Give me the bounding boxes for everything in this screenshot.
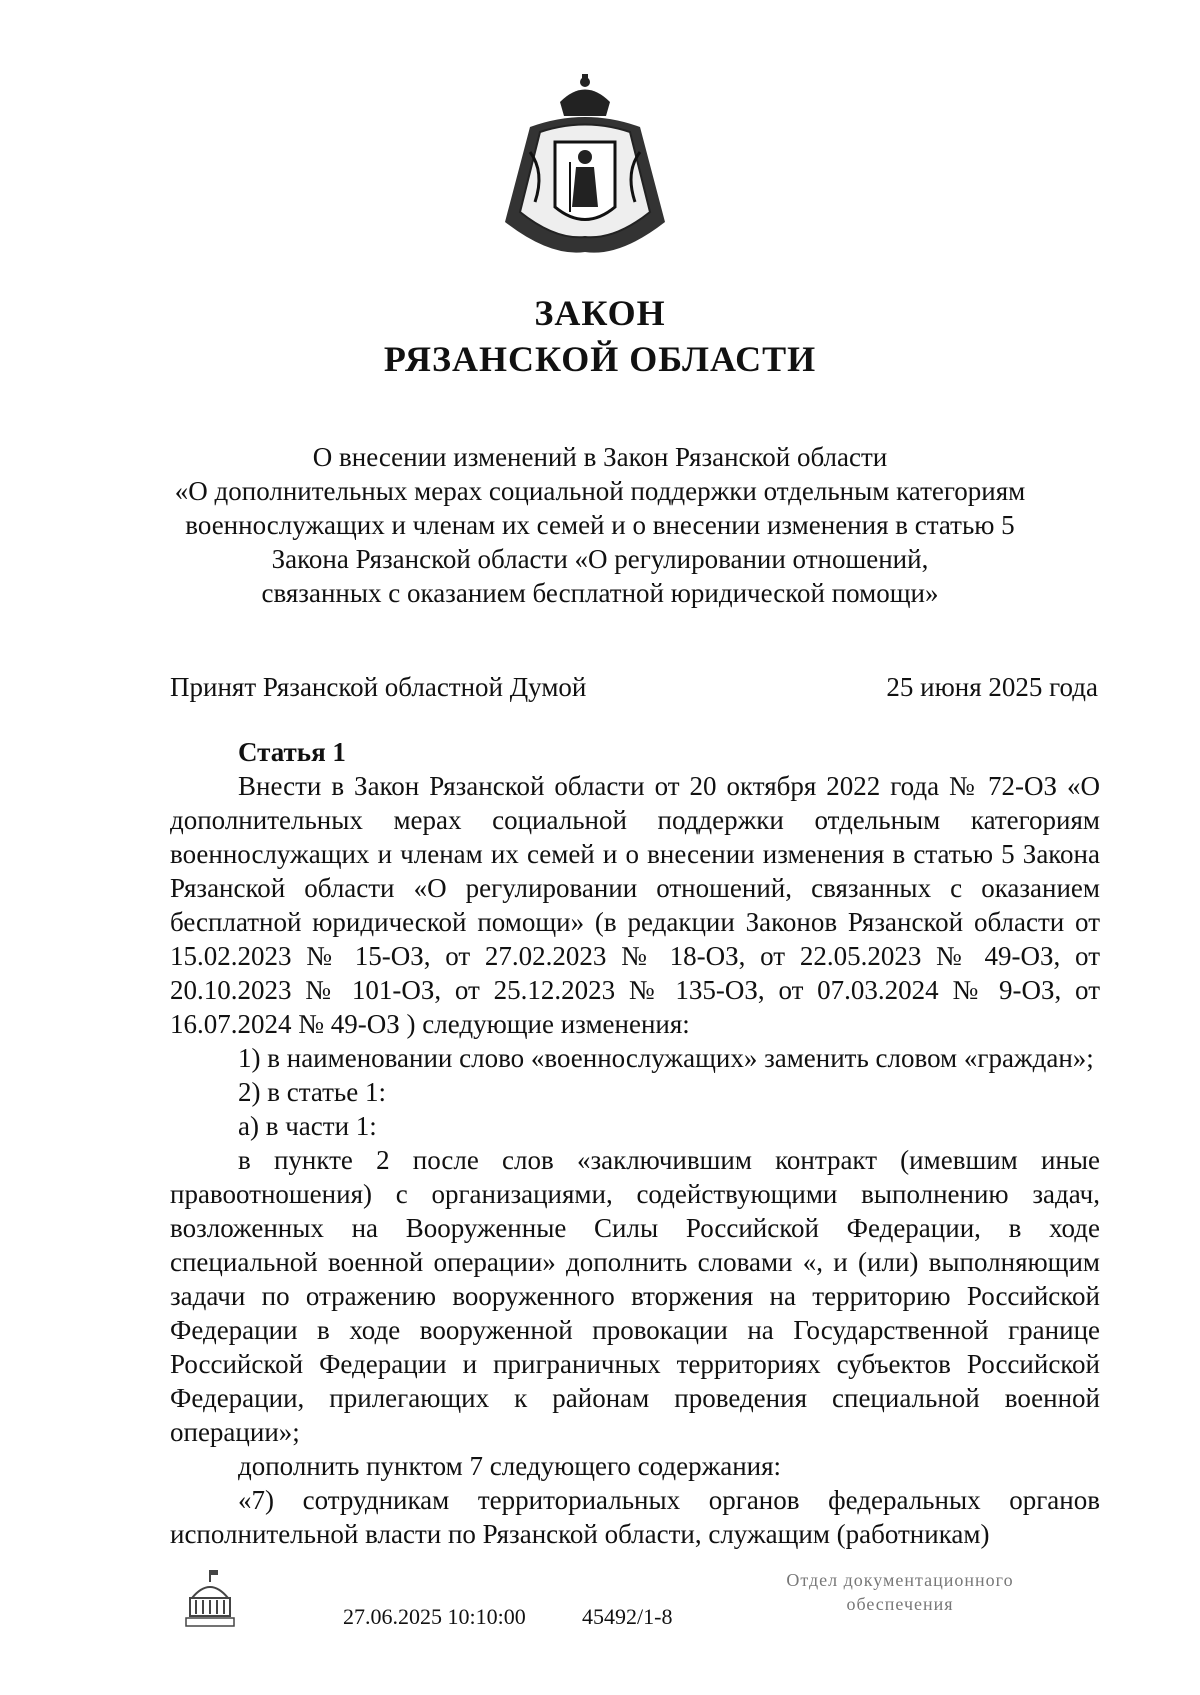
document-title xyxy=(0,290,1200,382)
registration-datetime: 27.06.2025 10:10:00 xyxy=(343,1604,526,1629)
registration-number: 45492/1-8 xyxy=(582,1604,673,1629)
law-subject xyxy=(150,440,1050,610)
article-paragraph: дополнить пунктом 7 следующего содержания: xyxy=(238,1451,782,1481)
subject-line: связанных с оказанием бесплатной юридической помощи» xyxy=(261,578,939,608)
subject-line: «О дополнительных мерах социальной поддержки отдельным категориям xyxy=(174,476,1026,506)
coat-of-arms-icon xyxy=(500,72,670,262)
article-heading: Статья 1 xyxy=(238,737,346,767)
adoption-info xyxy=(170,670,1098,704)
article-paragraph: 1) в наименовании слово «военнослужащих» заменить словом «граждан»; xyxy=(238,1043,1094,1073)
subject-line: Закона Рязанской области «О регулировании отношений, xyxy=(271,544,929,574)
title-line-law: ЗАКОН xyxy=(534,293,666,333)
article-paragraph: «7) сотрудникам территориальных органов федеральных органов исполнительной власти по Рязанской области, служащим (работникам) xyxy=(170,1485,1100,1549)
adopted-by: Принят Рязанской областной Думой xyxy=(170,672,587,702)
adoption-date: 25 июня 2025 года xyxy=(886,672,1098,702)
article-paragraph: в пункте 2 после слов «заключившим контракт (имевшим иные правоотношения) с организациями, содействующими выполнению задач, возложенных на Вооруженные Силы Российской Федерации, в ходе специальной военной операции» дополнить словами «, и (или) выполняющим задачи по отражению вооруженного вторжения на территорию Российской Федерации в ходе вооруженной провокации на Государственной границе Российской Федерации и приграничных территориях субъектов Российской Федерации, прилегающих к районам проведения специальной военной операции»; xyxy=(170,1145,1100,1447)
article-paragraph: Внести в Закон Рязанской области от 20 октября 2022 года № 72-ОЗ «О дополнительных мерах социальной поддержки отдельным категориям военнослужащих и членам их семей и о внесении изменения в статью 5 Закона Рязанской области «О регулировании отношений, связанных с оказанием бесплатной юридической помощи» (в редакции Законов Рязанской области от 15.02.2023 № 15-ОЗ, от 27.02.2023 № 18-ОЗ, от 22.05.2023 № 49-ОЗ, от 20.10.2023 № 101-ОЗ, от 25.12.2023 № 135-ОЗ, от 07.03.2024 № 9-ОЗ, от 16.07.2024 № 49-ОЗ ) следующие изменения: xyxy=(170,771,1100,1039)
article-paragraph: а) в части 1: xyxy=(238,1111,377,1141)
stamp-line: Отдел документационного xyxy=(786,1570,1014,1590)
subject-line: О внесении изменений в Закон Рязанской области xyxy=(312,442,888,472)
duma-building-icon xyxy=(184,1568,236,1630)
article-paragraph: 2) в статье 1: xyxy=(238,1077,386,1107)
article-body xyxy=(170,735,1100,1551)
stamp-line: обеспечения xyxy=(846,1594,954,1614)
department-stamp xyxy=(740,1568,1060,1616)
subject-line: военнослужащих и членам их семей и о внесении изменения в статью 5 xyxy=(185,510,1015,540)
title-line-region: РЯЗАНСКОЙ ОБЛАСТИ xyxy=(383,339,817,379)
